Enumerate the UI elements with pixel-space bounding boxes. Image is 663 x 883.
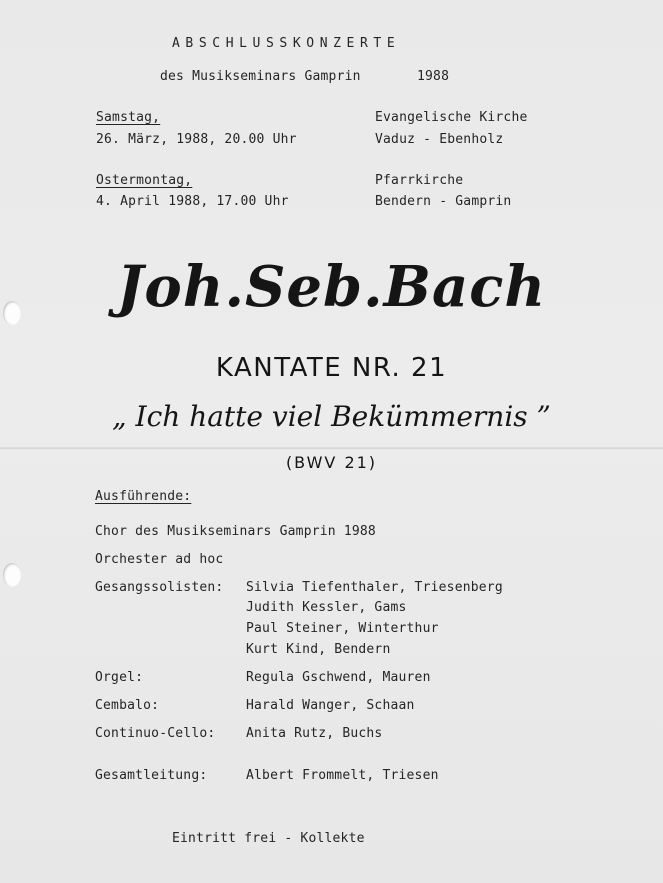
choir-line: Chor des Musikseminars Gamprin 1988 (95, 524, 376, 539)
performance-2-venue: Pfarrkirche (375, 173, 464, 188)
conductor-name: Albert Frommelt, Triesen (246, 768, 439, 783)
paper-fold (0, 447, 663, 450)
performance-2-day: Ostermontag, (96, 173, 193, 188)
cantata-title: „ Ich hatte viel Bekümmernis ” (112, 400, 551, 433)
soloist-name: Silvia Tiefenthaler, Triesenberg (246, 580, 503, 595)
program-subtitle: des Musikseminars Gamprin (160, 69, 361, 84)
soloists-label: Gesangssolisten: (95, 580, 224, 595)
performance-1-date: 26. März, 1988, 20.00 Uhr (96, 132, 297, 147)
organ-player: Regula Gschwend, Mauren (246, 670, 431, 685)
soloist-name: Kurt Kind, Bendern (246, 642, 391, 657)
punch-hole (3, 563, 21, 587)
soloist-name: Judith Kessler, Gams (246, 600, 407, 615)
continuo-cello-player: Anita Rutz, Buchs (246, 726, 383, 741)
harpsichord-player: Harald Wanger, Schaan (246, 698, 415, 713)
performance-1-place: Vaduz - Ebenholz (375, 132, 504, 147)
performers-heading: Ausführende: (95, 489, 192, 504)
program-title: ABSCHLUSSKONZERTE (172, 36, 401, 51)
performance-1-venue: Evangelische Kirche (375, 110, 528, 125)
organ-label: Orgel: (95, 670, 144, 685)
program-year: 1988 (417, 69, 450, 84)
composer-name: Joh.Seb.Bach (116, 254, 547, 320)
conductor-label: Gesamtleitung: (95, 768, 208, 783)
harpsichord-label: Cembalo: (95, 698, 160, 713)
performance-2-date: 4. April 1988, 17.00 Uhr (96, 194, 289, 209)
bwv-catalog-number: (BWV 21) (285, 453, 378, 472)
orchestra-line: Orchester ad hoc (95, 552, 224, 567)
performance-2-place: Bendern - Gamprin (375, 194, 512, 209)
performance-1-day: Samstag, (96, 110, 161, 125)
cantata-number: KANTATE NR. 21 (215, 353, 448, 383)
continuo-cello-label: Continuo-Cello: (95, 726, 216, 741)
soloist-name: Paul Steiner, Winterthur (246, 621, 439, 636)
admission-note: Eintritt frei - Kollekte (172, 831, 365, 846)
